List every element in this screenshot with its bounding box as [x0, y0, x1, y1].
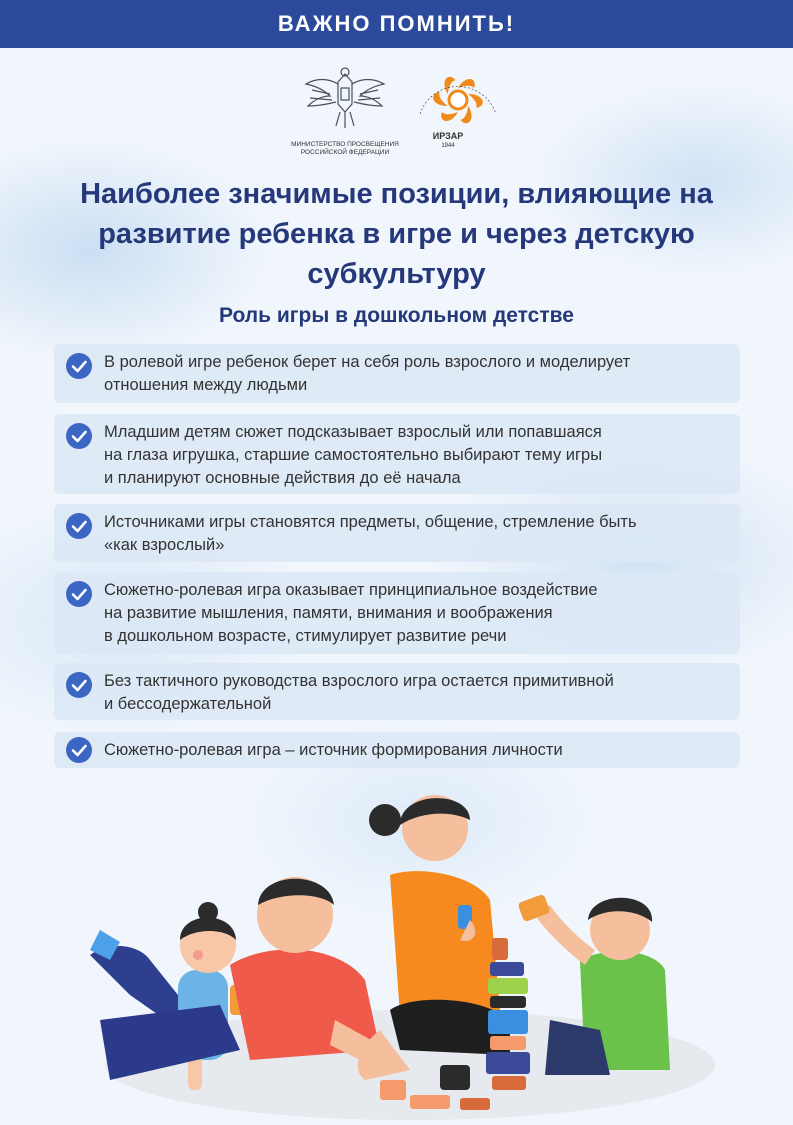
list-item-text: Без тактичного руководства взрослого игра остается примитивной и бессодержательной [104, 672, 614, 713]
list-item-text: Сюжетно-ролевая игра – источник формирования личности [104, 741, 563, 759]
woman-figure [358, 795, 510, 1080]
checkmark-icon [66, 423, 92, 449]
logos-row [0, 64, 793, 164]
list-item-text: Сюжетно-ролевая игра оказывает принципиальное воздействие на развитие мышления, памяти, внимания и воображения в дошкольном возрасте, стимулирует развитие речи [104, 581, 598, 645]
eagle-emblem-icon [300, 64, 390, 134]
checkmark-icon [66, 672, 92, 698]
list-item [54, 663, 740, 720]
page-title: Наиболее значимые позиции, влияющие на развитие ребенка в игре и через детскую субкультуру [80, 178, 713, 290]
checkmark-icon [66, 737, 92, 763]
important-banner: ВАЖНО ПОМНИТЬ! [0, 0, 793, 48]
section-subtitle: Роль игры в дошкольном детстве [219, 304, 574, 327]
checkmark-icon [66, 353, 92, 379]
checkmark-icon [66, 581, 92, 607]
list-item [54, 344, 740, 403]
list-item [54, 572, 740, 654]
irzar-name: ИРЗАР [432, 131, 464, 141]
list-item [54, 732, 740, 768]
ministry-logo [290, 64, 400, 157]
list-item [54, 414, 740, 494]
family-playing-illustration [80, 780, 720, 1120]
list-item [54, 504, 740, 562]
list-item-text: Младшим детям сюжет подсказывает взрослый или попавшаяся на глаза игрушка, старшие самостоятельно выбирают тему игры и планируют основные действия до её начала [104, 423, 603, 487]
list-item-text: В ролевой игре ребенок берет на себя роль взрослого и моделирует отношения между людьми [104, 353, 631, 394]
list-item-text: Источниками игры становятся предметы, общение, стремление быть «как взрослый» [104, 513, 637, 554]
irzar-year: 1944 [441, 143, 455, 149]
checkmark-icon [66, 513, 92, 539]
ministry-caption: МИНИСТЕРСТВО ПРОСВЕЩЕНИЯ РОССИЙСКОЙ ФЕДЕРАЦИИ [291, 141, 399, 156]
irzar-swirl-icon [408, 66, 508, 132]
